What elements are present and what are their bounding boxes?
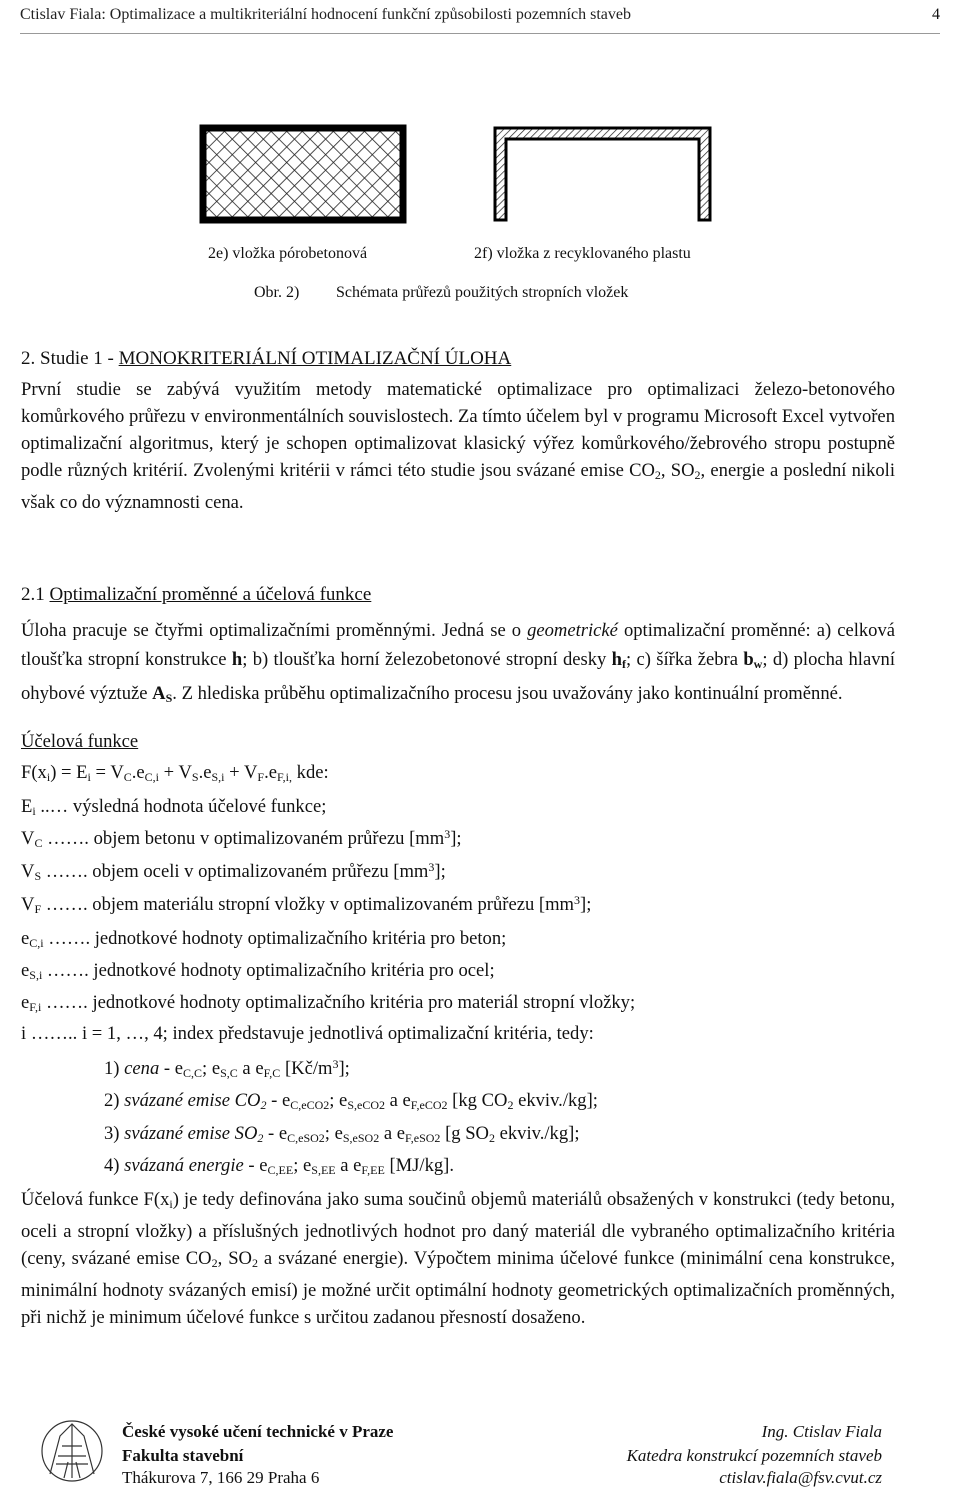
legend-eci: $e_{C,i}$ ……. jednotkové hodnoty optimalizačního kritéria pro beton; <box>21 928 507 950</box>
recycled-plastic-insert <box>495 128 710 220</box>
var-bw: b <box>743 649 754 670</box>
caption-2e: 2e) vložka pórobetonová <box>208 245 368 262</box>
footer-faculty: Fakulta stavební <box>122 1446 244 1465</box>
figure-label: Obr. 2) <box>254 284 300 301</box>
p1-text-a: První studie se zabývá využitím metody matematické optimalizace pro optimalizaci železo-betonového komůrkového průřezu v environmentálních souvislostech. Za tímto účelem byl v programu Microsoft Excel vytvořen optimalizační algoritmus, který je schopen optimalizovat klasický výřez komůrkového/žebrového stropu postupně podle různých kritérií. Zvolenými kritérii v rámci této studie jsou svázané emise CO <box>21 379 895 481</box>
var-as-sub: S <box>165 691 173 705</box>
aerated-concrete-insert <box>203 128 403 220</box>
objective-formula: $F(x_i) = E_i = V_C.e_{C,i} + V_S.e_{S,i} + V_F.e_{F,i,}$ kde: <box>21 762 329 784</box>
figure-cross-sections <box>185 108 755 233</box>
paragraph-objective-definition: Účelová funkce $F(x_i)$ je tedy definována jako suma součinů objemů materiálů obsažených v konstrukci (tedy betonu, oceli a stropní vložky) a příslušných jednotlivých hodnot pro daný materiál dle vybraného optimalizačního kritéria (ceny, svázané emise $CO_2$, $SO_2$ a svázané energie). Výpočtem minima účelové funkce (minimální cena konstrukce, minimální hodnoty svázaných emisí) je možné určit optimální hodnoty geometrických optimalizačních proměnných, při nichž je minimum účelové funkce s určitou zadanou přesností dosaženo. <box>21 1189 895 1328</box>
paragraph-study-intro <box>21 376 895 516</box>
p2-geometric: geometrické <box>527 620 618 641</box>
paragraph-variables <box>21 616 895 713</box>
page-number: 4 <box>932 6 940 23</box>
footer-university: České vysoké učení technické v Praze <box>122 1422 394 1441</box>
page-footer <box>0 1412 960 1492</box>
cvut-logo <box>38 1416 106 1486</box>
var-hf-sub: f <box>622 657 627 671</box>
objective-heading: Účelová funkce <box>21 731 139 752</box>
p1-text-c: , energie a poslední nikoli však co do významnosti cena. <box>21 460 895 513</box>
section-heading <box>21 348 511 370</box>
footer-department: Katedra konstrukcí pozemních staveb <box>626 1446 882 1465</box>
p2-f: . Z hlediska průběhu optimalizačního procesu jsou uvažovány jako kontinuální proměnné. <box>172 683 843 704</box>
legend-i: i …….. i = 1, …, 4; index představuje jednotlivá optimalizační kritéria, tedy: <box>21 1023 594 1044</box>
page-header <box>20 4 940 34</box>
section-number: 2. <box>21 348 36 369</box>
criterion-cost: 1) cena - $e_{C,C}$; $e_{S,C}$ a $e_{F,C}$ $[Kč/m^3]$; <box>104 1057 350 1080</box>
criterion-co2: 2) svázané emise $CO_2 - e_{C,eCO2}$; $e_{S,eCO2}$ a $e_{F,eCO2}$ [kg $CO_2$ ekviv./kg]; <box>104 1090 598 1112</box>
subsection-title: Optimalizační proměnné a účelová funkce <box>49 584 372 605</box>
footer-author: Ing. Ctislav Fiala <box>761 1422 882 1441</box>
legend-efi: $e_{F,i}$ ……. jednotkové hodnoty optimalizačního kritéria pro materiál stropní vložky; <box>21 992 636 1014</box>
p1-so2-sub: 2 <box>694 468 701 482</box>
section-title-prefix: Studie 1 - <box>40 348 119 369</box>
legend-vf: $V_F$ ……. objem materiálu stropní vložky v optimalizovaném průřezu $[mm^3]$; <box>21 893 592 916</box>
p2-d: ; c) šířka žebra <box>626 649 744 670</box>
legend-ei: $E_i$ ..… výsledná hodnota účelové funkce; <box>21 796 327 818</box>
criterion-energy: 4) svázaná energie - $e_{C,EE}$; $e_{S,EE}$ a $e_{F,EE}$ [MJ/kg]. <box>104 1155 455 1177</box>
figure-title: Schémata průřezů použitých stropních vložek <box>336 284 629 301</box>
var-h: h <box>231 649 243 670</box>
p2-e: ; d) plocha hlavní ohybové výztuže <box>21 649 895 704</box>
p2-a: Úloha pracuje se čtyřmi optimalizačními proměnnými. Jedná se o <box>21 620 528 641</box>
var-bw-sub: w <box>753 657 763 671</box>
header-divider <box>20 33 940 34</box>
section-title: MONOKRITERIÁLNÍ OTIMALIZAČNÍ ÚLOHA <box>118 348 512 369</box>
legend-vs: $V_S$ ……. objem oceli v optimalizovaném průřezu $[mm^3]$; <box>21 860 446 883</box>
var-as: A <box>152 683 166 704</box>
footer-email: ctislav.fiala@fsv.cvut.cz <box>719 1468 882 1487</box>
caption-2f: 2f) vložka z recyklovaného plastu <box>474 245 691 262</box>
p1-co2-sub: 2 <box>654 468 661 482</box>
running-title: Ctislav Fiala: Optimalizace a multikriteriální hodnocení funkční způsobilosti pozemních staveb <box>20 6 631 23</box>
p2-c: ; b) tloušťka horní železobetonové stropní desky <box>242 649 612 670</box>
footer-address: Thákurova 7, 166 29 Praha 6 <box>122 1468 320 1487</box>
subsection-number: 2.1 <box>21 584 45 605</box>
p1-text-b: , SO <box>660 460 695 481</box>
subsection-heading <box>21 584 371 606</box>
criterion-so2: 3) svázané emise $SO_2 - e_{C,eSO2}$; $e_{S,eSO2}$ a $e_{F,eSO2}$ [g $SO_2$ ekviv./kg]; <box>104 1123 580 1145</box>
legend-vc: $V_C$ ……. objem betonu v optimalizovaném průřezu $[mm^3]$; <box>21 827 462 850</box>
var-hf: h <box>611 649 623 670</box>
legend-esi: $e_{S,i}$ ……. jednotkové hodnoty optimalizačního kritéria pro ocel; <box>21 960 495 982</box>
p2-b: optimalizační proměnné: a) celková tloušťka stropní konstrukce <box>21 620 896 670</box>
